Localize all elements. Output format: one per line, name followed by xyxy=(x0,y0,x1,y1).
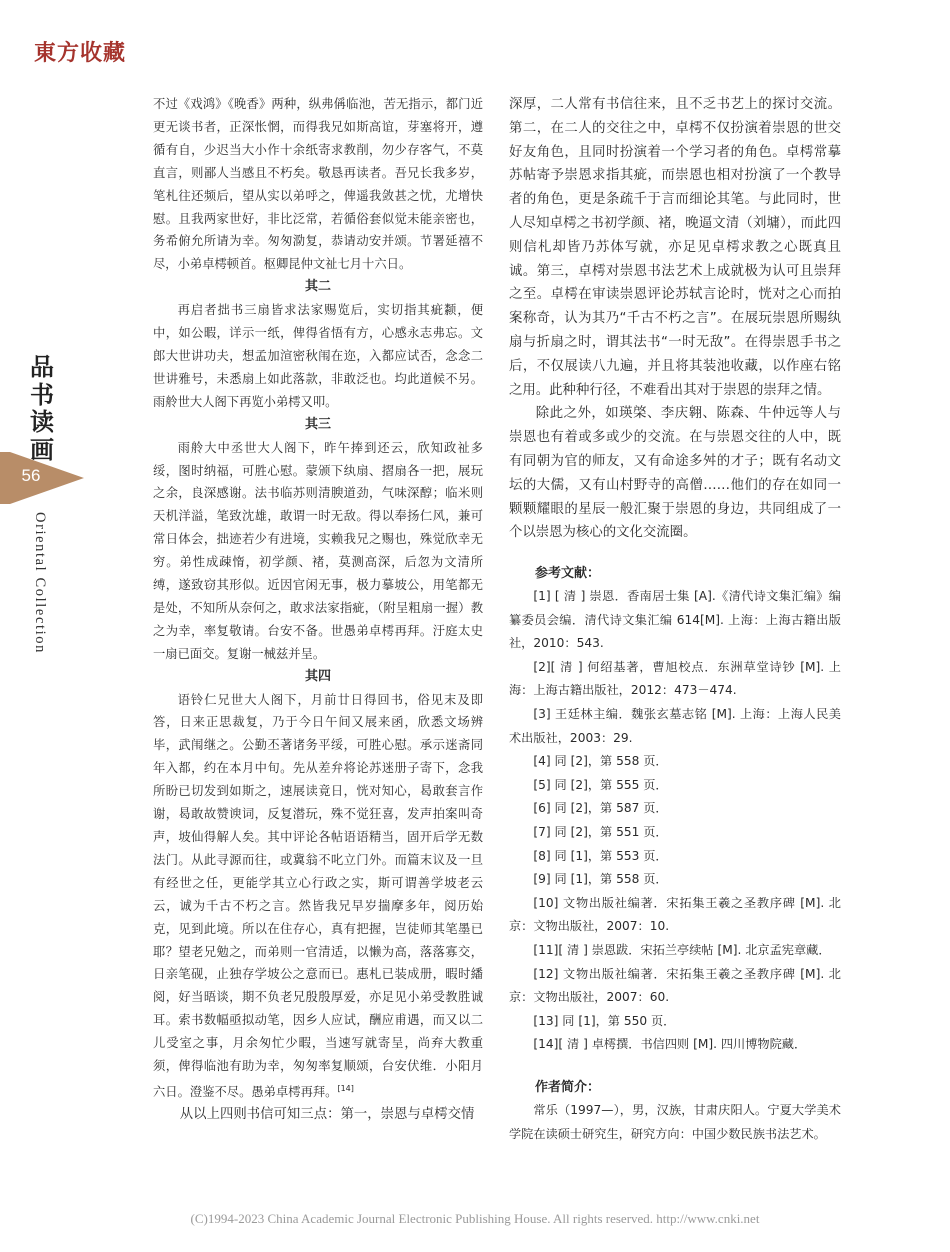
section-char: 读 xyxy=(30,408,54,437)
section-title-vertical xyxy=(24,354,60,464)
reference-item: [10] 文物出版社编著．宋拓集王羲之圣教序碑 [M]. 北京：文物出版社，2007：10. xyxy=(509,895,841,934)
conclusion-start: 从以上四则书信可知三点：第一，崇恩与卓樗交情 xyxy=(179,1106,475,1122)
letter-3-text: 雨舲大中丞世大人阁下，昨午捧到还云，欣知政祉多绥，图时纳福，可胜心慰。蒙颁下纨扇、摺扇各一把，展玩之余，良深感谢。法书临苏则清腴道劲，气味深醇；临米则天机洋溢，笔致沈雄，敢谓一时无敌。得以奉扬仁风，兼可常日体会，拙迹若少有进境，实赖我兄之赐也，殊觉欣幸无穷。弟性成疎惰，初学颜、褚，莫测高深，后忽为文清所缚，遂致窃其形似。近因官闲无事，极力摹坡公，用笔都无是处，不知所从奈何之，敢求法家指疵，（附呈粗扇一握）教之为幸，率复敬请。台安不备。世愚弟卓樗再拜。汙庭太史一扇已面交。复谢一械兹并呈。 xyxy=(153,440,483,661)
letter-4-paragraph xyxy=(153,689,483,1104)
section-char: 品 xyxy=(30,353,54,381)
reference-item: [14][ 清 ] 卓樗撰．书信四则 [M]. 四川博物院藏． xyxy=(533,1037,807,1052)
section-char: 画 xyxy=(30,435,54,464)
references-list xyxy=(509,585,841,1057)
reference-item: [4] 同 [2]，第 558 页． xyxy=(533,754,668,769)
reference-item: [11][ 清 ] 崇恩跋．宋拓兰亭续帖 [M]. 北京孟宪章藏． xyxy=(533,942,831,957)
letter-1-text: 不过《戏鸿》《晚香》两种，纵弗偁临池，苦无指示，都门近更无谈书者，正深怅惘，而得我兄如斯高谊，芽塞将开，遵循有自，少迟当大小作十余纸寄求教削，勿少存客气，不莫直言，则鄙人当感且不朽矣。敬恳再读者。吾兄长我多岁，笔札往还频后，望从实以弟呼之，俾遥我敛甚之忧，尤增快慰。且我两家世好，非比泛常，若循俗套似觉未能亲密也，务希俯允所请为幸。匆匆泐复，恭请动安并颂。节署延禧不尽，小弟卓樗顿首。枢卿昆仲文祉七月十六日。 xyxy=(153,97,483,272)
left-column xyxy=(153,93,483,1127)
right-column xyxy=(509,93,841,545)
references-section xyxy=(509,562,841,1057)
reference-item: [6] 同 [2]，第 587 页． xyxy=(533,801,668,816)
reference-item: [12] 文物出版社编著．宋拓集王羲之圣教序碑 [M]. 北京：文物出版社，2007：60. xyxy=(509,966,841,1005)
author-section xyxy=(509,1076,841,1146)
reference-item: [5] 同 [2]，第 555 页． xyxy=(533,777,668,792)
reference-item: [1] [ 清 ] 崇恩．香南居士集 [A].《清代诗文集汇编》编纂委员会编．清代诗文集汇编 614[M]. 上海：上海古籍出版社，2010：543. xyxy=(509,589,841,651)
copyright-footer: (C)1994-2023 China Academic Journal Electronic Publishing House. All rights reserved. http://www.cnki.net xyxy=(190,1211,760,1226)
reference-item: [2][ 清 ] 何绍基著，曹旭校点．东洲草堂诗钞 [M]. 上海：上海古籍出版社，2012：473－474. xyxy=(509,659,841,698)
reference-item: [8] 同 [1]，第 553 页． xyxy=(533,848,668,863)
section-char: 书 xyxy=(30,380,54,409)
letter-2-text: 再启者拙书三扇皆求法家赐览后，实切指其疵颣，便中，如公暇，详示一纸，俾得省悟有方，心感永志弗忘。文郎大世讲功夫，想孟加渲密秋闱在迩，入都应试否，念念二世讲雅号，未悉扇上如此落款，非敢泛也。均此道候不另。雨舲世大人阁下再览小弟樗又叩。 xyxy=(153,303,483,409)
letter-3-heading: 其三 xyxy=(304,416,331,432)
letter-4-text: 语铃仁兄世大人阁下，月前廿日得回书，俗见末及即答，日来正思裁复，乃于今日午间又展来函，欣悉文场辨毕，武闱继之。公勤丕著诸务平绥，可胜心慰。承示迷斋同年入都，约在本月中旬。先从差弁将论苏迷册子寄下，念我所盼已切发到如斯之，速展读竟日，恍对知心，曷敢套言作谢，曷敢故赞谀词，反复潜玩，殊不觉狂喜，发声拍案叫奇声，坡仙得解人矣。其中评论各帖语语精当，固开后学无数法门。从此寻源而往，或冀翁不叱立门外。而篇末议及一旦有经世之任，更能学其立心行政之实，斯可谓善学坡老云云，诚为千古不朽之言。然皆我兄早岁揣摩多年，阅历始克，见到此境。所以在住存心，真有把握，岂徒师其笔墨已耶？望老兄勉之，而弟则一官清适，以懒为高，落落寡交，日亲笔砚，止独存学坡公之意而已。惠札已装成册，暇时繙阅，好当晤谈，期不负老兄殷殷厚爱，亦足见小弟受教胜诚耳。索书数幅亟拟动笔，因乡人应试，酬应甫遇，而又以二儿受室之事，月余匆忙少暇，当速写就寄呈，尚弃大教重须，俾得临池有助为幸，匆匆率复顺颂，台安伏维．小阳月六日。澄鉴不尽。愚弟卓樗再拜。 xyxy=(153,692,483,1100)
reference-item: [7] 同 [2]，第 551 页． xyxy=(533,824,668,839)
journal-name-english-text: Oriental Collection xyxy=(32,512,48,654)
reference-item: [9] 同 [1]，第 558 页． xyxy=(533,872,668,887)
letter-4-heading: 其四 xyxy=(304,668,331,684)
letter-2-heading: 其二 xyxy=(304,279,331,295)
body-paragraph-1: 深厚，二人常有书信往来，且不乏书艺上的探讨交流。第二，在二人的交往之中，卓樗不仅扮演着崇恩的世交好友角色，且同时扮演着一个学习者的角色。卓樗常摹苏帖寄予崇恩求指其疵，而崇恩也相对扮演了一个教导者的角色，更是条疏千于言而细论其笔。与此同时，世人尽知卓樗之书初学颜、褚，晚逼文清（刘墉），而此四则信札却皆乃苏体写就，亦足见卓樗求教之心既真且诚。第三，卓樗对崇恩书法艺术上成就极为认可且崇拜之至。卓樗在审读崇恩评论苏轼言论时，恍对之心而拍案称奇，认为其乃“千古不朽之言”。在展玩崇恩所赐纨扇与折扇之时，谓其法书“一时无敌”。在得崇恩手书之后，不仅展读八九遍，并且将其装池收藏，以作座右铭之用。此种种行径，不难看出其对于崇恩的崇拜之情。 xyxy=(509,97,841,398)
author-bio: 常乐（1997—），男，汉族，甘肃庆阳人。宁夏大学美术学院在读硕士研究生，研究方向：中国少数民族书法艺术。 xyxy=(509,1103,841,1141)
reference-item: [3] 王廷林主编．魏张玄墓志铭 [M]. 上海：上海人民美术出版社，2003：29. xyxy=(509,706,841,745)
page-number-tab xyxy=(0,452,84,504)
journal-logo: 東方收藏 xyxy=(34,40,127,66)
references-title: 参考文献： xyxy=(535,566,601,581)
footnote-marker: [14] xyxy=(337,1083,354,1093)
author-title: 作者简介： xyxy=(535,1080,601,1095)
journal-name-english xyxy=(28,512,52,672)
body-paragraph-2: 除此之外，如瑛棨、李庆翱、陈森、牛仲远等人与崇恩也有着或多或少的交流。在与崇恩交往的人中，既有同朝为官的师友，又有命途多舛的才子；既有名动文坛的大儒，又有山村野寺的高僧……他们的存在如同一颗颗耀眼的星辰一般汇聚于崇恩的身边，共同组成了一个以崇恩为核心的文化交流圈。 xyxy=(509,406,841,541)
page-number: 56 xyxy=(21,466,41,485)
reference-item: [13] 同 [1]，第 550 页． xyxy=(533,1013,676,1028)
